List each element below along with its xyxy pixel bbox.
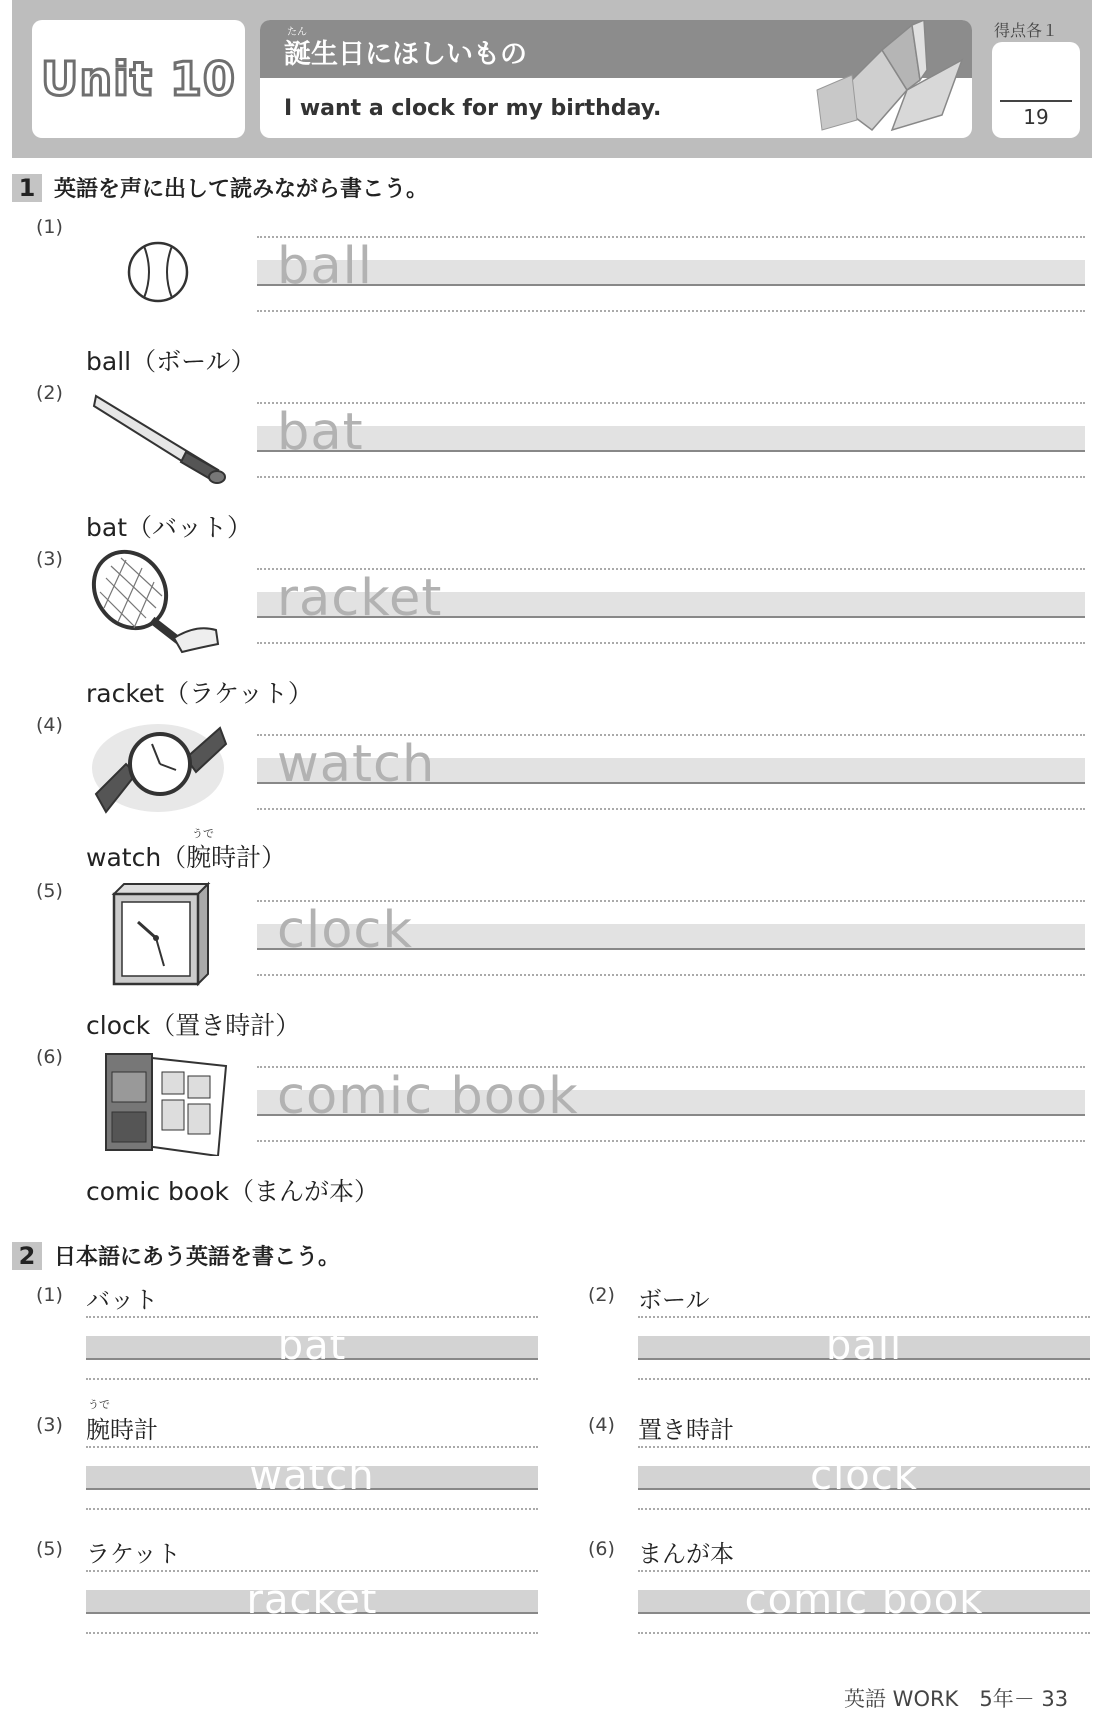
tracing-line-watch[interactable] <box>257 734 1085 810</box>
caption-ruby: うで <box>192 827 214 840</box>
title-ruby: たん <box>287 27 307 38</box>
unit-header <box>12 0 1092 158</box>
question-number: (3) <box>36 1414 63 1436</box>
question-japanese: バット <box>86 1286 158 1314</box>
bat-icon <box>86 382 236 492</box>
watch-icon <box>86 714 236 824</box>
item-caption: clock（置き時計） <box>86 1011 301 1040</box>
trace-word: comic book <box>277 1067 579 1126</box>
item-number: (6) <box>36 1046 63 1068</box>
item-caption: ball（ボール） <box>86 347 256 376</box>
trace-word: ball <box>277 237 373 296</box>
section1-instruction: 英語を声に出して読みながら書こう。 <box>54 177 429 202</box>
answer-text: bat <box>277 1323 347 1369</box>
clock-icon <box>86 880 236 990</box>
item-caption: racket（ラケット） <box>86 679 313 708</box>
question-number: (6) <box>588 1538 615 1560</box>
comic-book-icon <box>86 1046 236 1156</box>
page-footer: 英語 WORK 5年－ 33 <box>844 1687 1069 1711</box>
trace-word: racket <box>277 569 443 628</box>
question-japanese: 腕時計 <box>86 1416 158 1444</box>
section2-title <box>12 1240 340 1271</box>
trace-word: watch <box>277 735 436 794</box>
trace-word: clock <box>277 901 413 960</box>
answer-line-ball[interactable] <box>638 1316 1090 1380</box>
answer-text: watch <box>249 1453 375 1499</box>
title-japanese: 誕生日にほしいもの <box>284 39 527 70</box>
score-label: 得点各１ <box>994 21 1059 40</box>
score-divider <box>1000 100 1072 102</box>
item-caption: comic book（まんが本） <box>86 1177 379 1206</box>
item-number: (4) <box>36 714 63 736</box>
unit-label: Unit 10 <box>41 52 236 106</box>
section1-title <box>12 172 428 203</box>
item-number: (1) <box>36 216 63 238</box>
tracing-line-racket[interactable] <box>257 568 1085 644</box>
trace-word: bat <box>277 403 364 462</box>
item-number: (5) <box>36 880 63 902</box>
question-japanese: ラケット <box>86 1540 181 1568</box>
answer-line-watch[interactable] <box>86 1446 538 1510</box>
racket-icon <box>86 548 236 658</box>
question-japanese: ボール <box>638 1286 710 1314</box>
question-ruby: うで <box>88 1398 110 1411</box>
paper-crane-icon <box>812 20 972 138</box>
section2-number: 2 <box>12 1242 42 1270</box>
question-japanese: まんが本 <box>638 1540 734 1568</box>
section2-instruction: 日本語にあう英語を書こう。 <box>54 1245 341 1270</box>
answer-text: comic book <box>744 1577 984 1623</box>
ball-icon <box>86 222 236 332</box>
tracing-line-bat[interactable] <box>257 402 1085 478</box>
question-number: (5) <box>36 1538 63 1560</box>
question-japanese: 置き時計 <box>638 1416 734 1444</box>
answer-line-clock[interactable] <box>638 1446 1090 1510</box>
title-english: I want a clock for my birthday. <box>284 96 662 121</box>
score-box <box>992 42 1080 138</box>
question-number: (2) <box>588 1284 615 1306</box>
item-number: (3) <box>36 548 63 570</box>
answer-line-comic-book[interactable] <box>638 1570 1090 1634</box>
section1-number: 1 <box>12 174 42 202</box>
score-total: 19 <box>1023 105 1049 129</box>
answer-text: racket <box>246 1577 378 1623</box>
answer-line-bat[interactable] <box>86 1316 538 1380</box>
question-number: (4) <box>588 1414 615 1436</box>
question-number: (1) <box>36 1284 63 1306</box>
tracing-line-comic-book[interactable] <box>257 1066 1085 1142</box>
answer-text: clock <box>810 1453 918 1499</box>
item-number: (2) <box>36 382 63 404</box>
title-box <box>260 20 972 138</box>
item-caption: bat（バット） <box>86 513 252 542</box>
answer-text: ball <box>825 1323 903 1369</box>
tracing-line-clock[interactable] <box>257 900 1085 976</box>
answer-line-racket[interactable] <box>86 1570 538 1634</box>
tracing-line-ball[interactable] <box>257 236 1085 312</box>
item-caption: watch（腕時計） <box>86 843 287 872</box>
unit-badge <box>32 20 245 138</box>
